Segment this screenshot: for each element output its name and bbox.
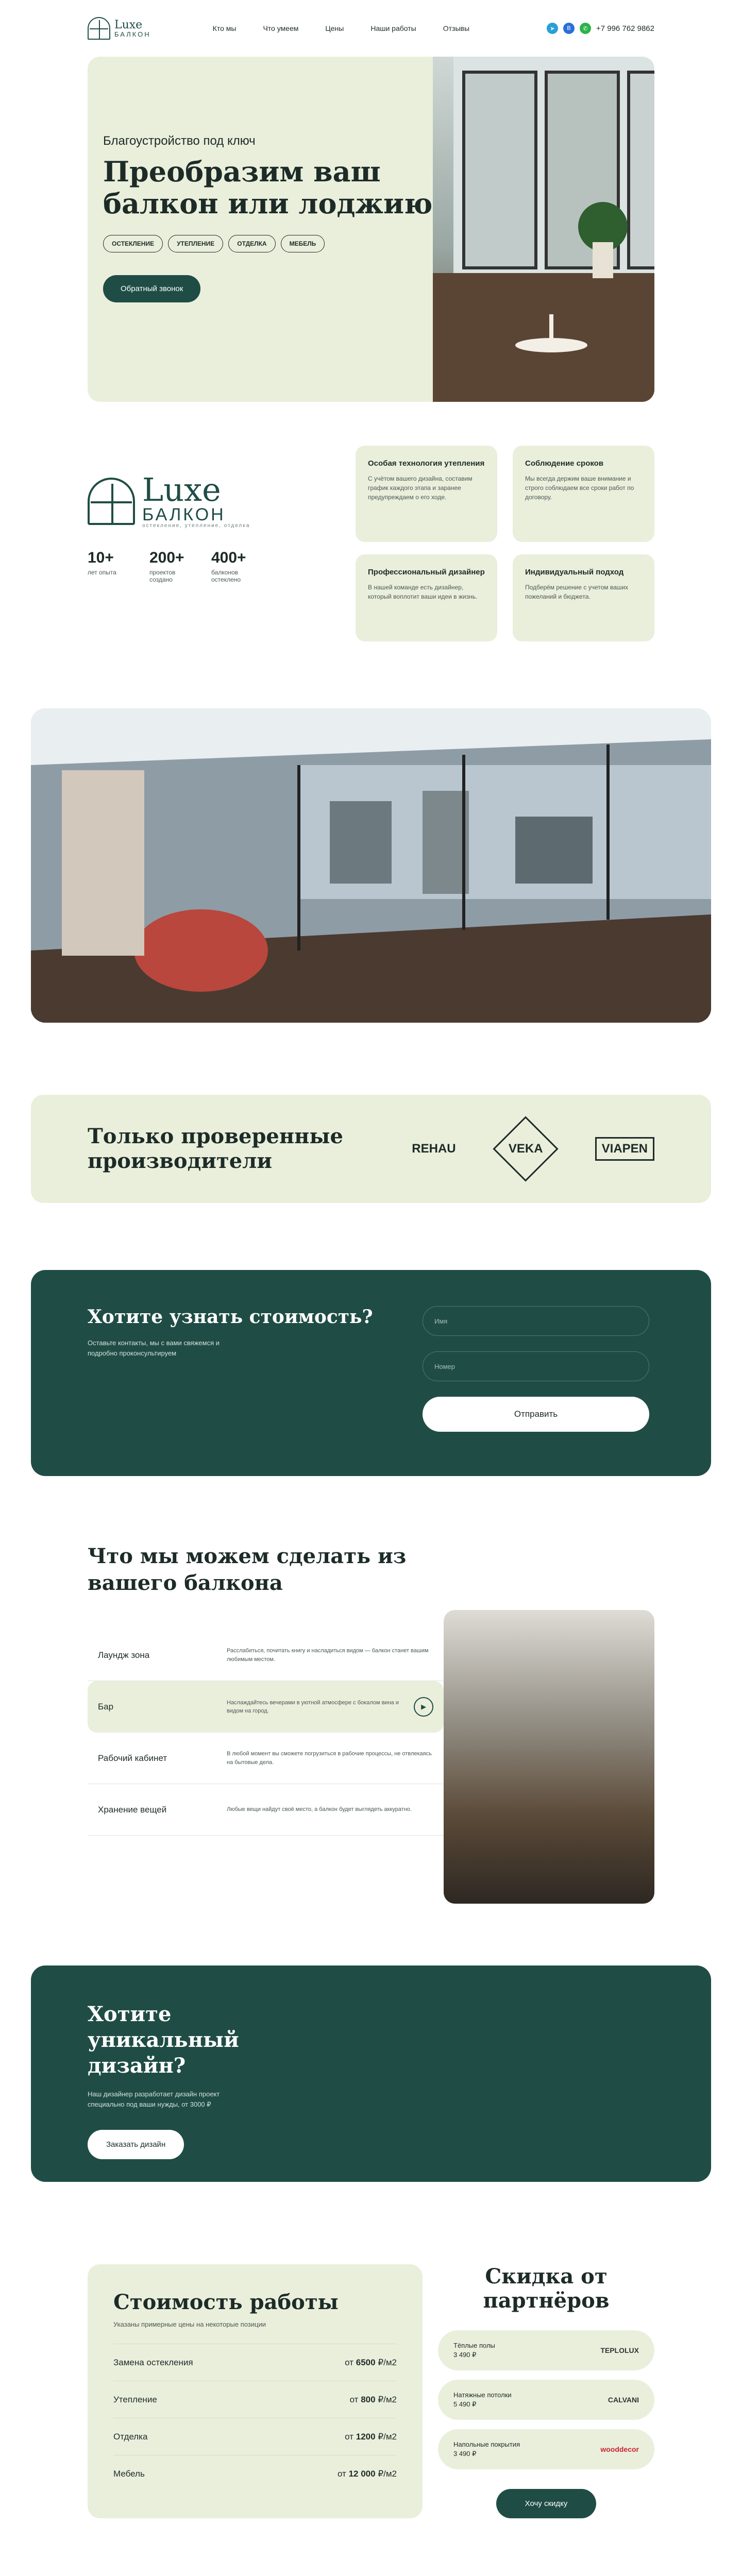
veka-logo: VEKA xyxy=(493,1116,558,1181)
submit-button[interactable]: Отправить xyxy=(423,1397,649,1432)
logo-subtext: БАЛКОН xyxy=(114,30,151,38)
service-tag: ОСТЕКЛЕНИЕ xyxy=(103,235,163,252)
nav-link[interactable]: Отзывы xyxy=(443,24,470,32)
design-section xyxy=(31,1965,711,2182)
price-row: Утепление от 800 ₽/м2 xyxy=(113,2381,397,2418)
producers-section xyxy=(31,1095,711,1203)
stat-item: 200+ проектов создано xyxy=(149,549,184,583)
gallery-photo xyxy=(31,708,711,1023)
order-design-button[interactable]: Заказать дизайн xyxy=(88,2130,184,2159)
logo-icon xyxy=(88,17,110,40)
discounts-title: Скидка от партнёров xyxy=(483,2264,610,2313)
discount-item: Натяжные потолки 5 490 ₽ CALVANI xyxy=(438,2380,654,2420)
nav-link[interactable]: Цены xyxy=(325,24,344,32)
services-section xyxy=(88,1543,654,1904)
site-header xyxy=(0,0,742,57)
logo[interactable] xyxy=(88,17,151,40)
hero-title: Преобразим ваш балкон или лоджию xyxy=(103,155,433,221)
service-row[interactable]: Бар Наслаждайтесь вечерами в уютной атмосфере с бокалом вина и видом на город. ▶ xyxy=(88,1681,444,1733)
about-section xyxy=(88,446,654,641)
stat-item: 400+ балконов остеклено xyxy=(211,549,246,583)
discount-button[interactable]: Хочу скидку xyxy=(496,2489,597,2518)
main-nav xyxy=(213,24,469,32)
producers-title: Только проверенные производители xyxy=(88,1124,343,1173)
about-logo xyxy=(88,471,314,529)
logo-tagline: остекление, утепление, отделка xyxy=(142,523,250,529)
telegram-icon[interactable]: ➤ xyxy=(547,23,558,34)
design-title: Хотите уникальный дизайн? xyxy=(88,2002,239,2078)
price-row: Отделка от 1200 ₽/м2 xyxy=(113,2418,397,2455)
nav-link[interactable]: Наши работы xyxy=(370,24,416,32)
partner-logo: wooddecor xyxy=(600,2445,639,2453)
contact-form xyxy=(423,1306,649,1476)
hero-kicker: Благоустройство под ключ xyxy=(103,134,256,148)
feature-card: Профессиональный дизайнер В нашей команде есть дизайнер, который воплотит ваши идеи в жизнь. xyxy=(356,554,497,641)
logo-subtext: БАЛКОН xyxy=(142,505,226,524)
discounts-block xyxy=(438,2264,654,2518)
stat-item: 10+ лет опыта xyxy=(88,549,116,576)
name-input[interactable]: Имя xyxy=(423,1306,649,1336)
service-tag: УТЕПЛЕНИЕ xyxy=(168,235,223,252)
discount-item: Тёплые полы 3 490 ₽ TEPLOLUX xyxy=(438,2330,654,2370)
nav-link[interactable]: Кто мы xyxy=(212,24,237,32)
partner-logo: TEPLOLUX xyxy=(600,2346,639,2354)
balcony-illustration xyxy=(433,57,654,402)
arrow-right-icon[interactable]: ▶ xyxy=(414,1697,433,1717)
balcony-panorama-image xyxy=(31,708,711,1023)
service-tag: МЕБЕЛЬ xyxy=(281,235,325,252)
cost-title: Хотите узнать стоимость? xyxy=(88,1306,373,1328)
callback-button[interactable]: Обратный звонок xyxy=(103,275,200,302)
vk-icon[interactable]: B xyxy=(563,23,575,34)
whatsapp-icon[interactable]: ✆ xyxy=(580,23,591,34)
hero-photo xyxy=(433,57,654,402)
design-subtitle: Наш дизайнер разработает дизайн проект специально под ваши нужды, от 3000 ₽ xyxy=(88,2090,220,2108)
logo-icon xyxy=(88,478,135,525)
cost-form-section xyxy=(31,1270,711,1476)
feature-card: Индивидуальный подход Подберём решение с учетом ваших пожеланий и бюджета. xyxy=(513,554,654,641)
discount-item: Напольные покрытия 3 490 ₽ wooddecor xyxy=(438,2429,654,2469)
price-card xyxy=(88,2264,423,2518)
prices-title: Стоимость работы xyxy=(113,2290,339,2314)
service-row[interactable]: Хранение вещей Любые вещи найдут своё место, а балкон будет выглядеть аккуратно. xyxy=(88,1784,444,1836)
cost-subtitle: Оставьте контакты, мы с вами свяжемся и подробно проконсультируем xyxy=(88,1339,220,1357)
logo-text: Luxe xyxy=(114,18,143,31)
feature-card: Соблюдение сроков Мы всегда держим ваше внимание и строго соблюдаем все сроки работ по договору. xyxy=(513,446,654,542)
rehau-logo: REHAU xyxy=(412,1142,456,1156)
logo-text: Luxe xyxy=(142,471,221,509)
header-phone[interactable]: +7 996 762 9862 xyxy=(596,24,654,33)
feature-card: Особая технология утепления С учётом вашего дизайна, составим график каждого этапа и заранее предупреждаем о его ходе. xyxy=(356,446,497,542)
phone-input[interactable]: Номер xyxy=(423,1351,649,1381)
services-title: Что мы можем сделать из вашего балкона xyxy=(88,1544,407,1595)
price-row: Мебель от 12 000 ₽/м2 xyxy=(113,2455,397,2492)
viapen-logo: VIAPEN xyxy=(595,1137,654,1161)
service-row[interactable]: Рабочий кабинет В любой момент вы сможете погрузиться в рабочие процессы, не отвлекаясь на бытовые дела. xyxy=(88,1733,444,1784)
service-row[interactable]: Лаундж зона Расслабиться, почитать книгу и насладиться видом — балкон станет вашим любимым местом. xyxy=(88,1630,444,1681)
hero-section xyxy=(88,57,654,402)
prices-section xyxy=(88,2264,654,2518)
price-row: Замена остекления от 6500 ₽/м2 xyxy=(113,2344,397,2381)
partner-logo: CALVANI xyxy=(608,2396,639,2404)
nav-link[interactable]: Что умеем xyxy=(263,24,299,32)
service-tag: ОТДЕЛКА xyxy=(228,235,275,252)
service-photo xyxy=(444,1610,654,1904)
prices-subtitle: Указаны примерные цены на некоторые позиции xyxy=(113,2320,266,2328)
